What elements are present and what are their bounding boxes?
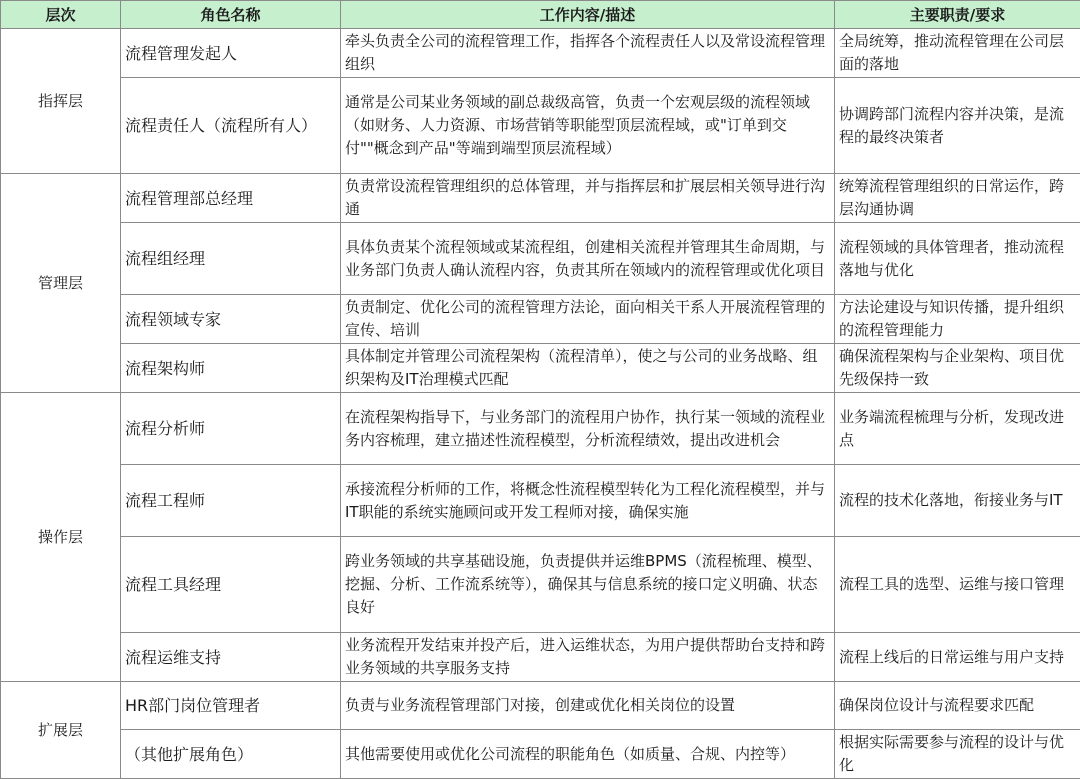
role-description: 承接流程分析师的工作，将概念性流程模型转化为工程化流程模型，并与IT职能的系统实施顾问或开发工程师对接，确保实施 <box>341 465 835 537</box>
table-row <box>1 537 1080 633</box>
role-description: 负责与业务流程管理部门对接，创建或优化相关岗位的设置 <box>341 682 835 730</box>
header-row <box>1 1 1080 29</box>
role-responsibility: 确保岗位设计与流程要求匹配 <box>835 682 1080 730</box>
role-responsibility: 流程工具的选型、运维与接口管理 <box>835 537 1080 633</box>
role-description: 具体制定并管理公司流程架构（流程清单），使之与公司的业务战略、组织架构及IT治理模式匹配 <box>341 344 835 393</box>
role-name: 流程工程师 <box>121 465 341 537</box>
role-name: 流程运维支持 <box>121 633 341 682</box>
role-responsibility: 根据实际需要参与流程的设计与优化 <box>835 730 1080 779</box>
role-name: 流程责任人（流程所有人） <box>121 78 341 174</box>
role-description: 通常是公司某业务领域的副总裁级高管，负责一个宏观层级的流程领域（如财务、人力资源、市场营销等职能型顶层流程域，或"订单到交付""概念到产品"等端到端型顶层流程域） <box>341 78 835 174</box>
role-responsibility: 流程领域的具体管理者，推动流程落地与优化 <box>835 223 1080 295</box>
role-name: 流程管理部总经理 <box>121 174 341 223</box>
role-description: 具体负责某个流程领域或某流程组，创建相关流程并管理其生命周期，与业务部门负责人确认流程内容，负责其所在领域内的流程管理或优化项目 <box>341 223 835 295</box>
role-description: 跨业务领域的共享基础设施，负责提供并运维BPMS（流程梳理、模型、挖掘、分析、工作流系统等），确保其与信息系统的接口定义明确、状态良好 <box>341 537 835 633</box>
role-description: 牵头负责全公司的流程管理工作，指挥各个流程责任人以及常设流程管理组织 <box>341 29 835 78</box>
table-row <box>1 223 1080 295</box>
table-row <box>1 29 1080 78</box>
role-description: 负责制定、优化公司的流程管理方法论，面向相关干系人开展流程管理的宣传、培训 <box>341 295 835 344</box>
table-row <box>1 295 1080 344</box>
role-name: 流程管理发起人 <box>121 29 341 78</box>
role-responsibility: 全局统筹，推动流程管理在公司层面的落地 <box>835 29 1080 78</box>
role-name: HR部门岗位管理者 <box>121 682 341 730</box>
role-name: 流程组经理 <box>121 223 341 295</box>
role-description: 在流程架构指导下，与业务部门的流程用户协作，执行某一领域的流程业务内容梳理，建立描述性流程模型，分析流程绩效，提出改进机会 <box>341 393 835 465</box>
role-responsibility: 统筹流程管理组织的日常运作，跨层沟通协调 <box>835 174 1080 223</box>
role-responsibility: 流程的技术化落地，衔接业务与IT <box>835 465 1080 537</box>
role-name: 流程架构师 <box>121 344 341 393</box>
role-description: 负责常设流程管理组织的总体管理，并与指挥层和扩展层相关领导进行沟通 <box>341 174 835 223</box>
role-name: 流程领域专家 <box>121 295 341 344</box>
table-row <box>1 633 1080 682</box>
table-row <box>1 682 1080 730</box>
role-responsibility: 方法论建设与知识传播，提升组织的流程管理能力 <box>835 295 1080 344</box>
role-responsibility: 流程上线后的日常运维与用户支持 <box>835 633 1080 682</box>
role-name: 流程工具经理 <box>121 537 341 633</box>
role-responsibility: 协调跨部门流程内容并决策，是流程的最终决策者 <box>835 78 1080 174</box>
role-name: （其他扩展角色） <box>121 730 341 779</box>
table-row <box>1 78 1080 174</box>
role-responsibility: 业务端流程梳理与分析，发现改进点 <box>835 393 1080 465</box>
table-row <box>1 393 1080 465</box>
table-row <box>1 344 1080 393</box>
role-description: 业务流程开发结束并投产后，进入运维状态，为用户提供帮助台支持和跨业务领域的共享服务支持 <box>341 633 835 682</box>
role-name: 流程分析师 <box>121 393 341 465</box>
header-responsibility: 主要职责/要求 <box>835 1 1080 29</box>
header-work-content: 工作内容/描述 <box>341 1 835 29</box>
header-layer: 层次 <box>1 1 121 29</box>
header-role-name: 角色名称 <box>121 1 341 29</box>
table-row <box>1 465 1080 537</box>
layer-extension: 扩展层 <box>1 682 121 779</box>
role-responsibility: 确保流程架构与企业架构、项目优先级保持一致 <box>835 344 1080 393</box>
role-description: 其他需要使用或优化公司流程的职能角色（如质量、合规、内控等） <box>341 730 835 779</box>
layer-management: 管理层 <box>1 174 121 393</box>
table-row <box>1 730 1080 779</box>
layer-operation: 操作层 <box>1 393 121 682</box>
table-row <box>1 174 1080 223</box>
layer-command: 指挥层 <box>1 29 121 174</box>
